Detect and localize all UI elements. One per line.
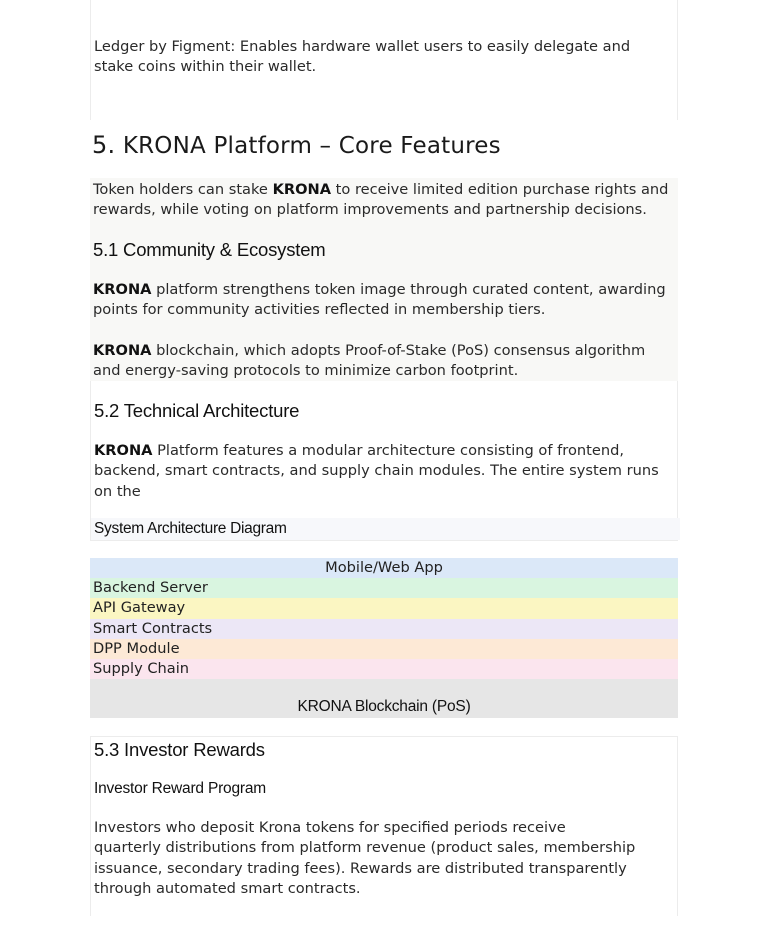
diagram-layer: API Gateway [90,598,678,618]
diagram-layer: Supply Chain [90,659,678,679]
diagram-layer: DPP Module [90,639,678,659]
diagram-layer-blockchain [90,679,678,718]
section-5-1 [90,224,678,381]
diagram-layer-mobile-web-app: Mobile/Web App [90,558,678,578]
brand-name: KRONA [93,342,152,359]
brand-name: KRONA [272,181,332,198]
section-5-1-paragraph-2: KRONA blockchain, which adopts Proof-of-Stake (PoS) consensus algorithm and energy-saving protocols to minimize carbon footprint. [93,342,646,380]
blockchain-label: KRONA Blockchain (PoS) [297,698,471,716]
document-page [90,0,678,938]
section-5-2-title: 5.2 Technical Architecture [94,400,300,421]
section-5-3-title: 5.3 Investor Rewards [94,739,265,760]
section-5-1-paragraph-1: KRONA platform strengthens token image through curated content, awarding points for community activities reflected in membership tiers. [93,281,666,319]
brand-name: KRONA [94,442,153,459]
intro-paragraph: Ledger by Figment: Enables hardware wallet users to easily delegate and stake coins within their wallet. [94,38,631,76]
intro-section [90,0,678,120]
diagram-layers [90,578,678,679]
section-5-intro [90,178,678,224]
section-5-2-paragraph: KRONA Platform features a modular architecture consisting of frontend, backend, smart contracts, and supply chain modules. The entire system runs on the [94,442,659,500]
section-5-3 [90,736,678,916]
diagram-title: System Architecture Diagram [91,518,680,540]
section-title: KRONA Platform – Core Features [122,133,501,159]
section-5-3-paragraph: Investors who deposit Krona tokens for specified periods receive quarterly distributions from platform revenue (product sales, membership issuance, secondary trading fees). Rewards are distributed transparently through automated smart contracts. [94,819,636,898]
brand-name: KRONA [93,281,152,298]
section-5-2 [90,381,678,541]
section-5-paragraph: Token holders can stake KRONA to receive limited edition purchase rights and rewards, while voting on platform improvements and partnership decisions. [93,181,669,219]
section-number: 5. [92,131,116,159]
diagram-layer: Smart Contracts [90,619,678,639]
architecture-diagram [90,558,678,719]
diagram-layer: Backend Server [90,578,678,598]
section-5-heading [90,131,678,167]
section-5-1-title: 5.1 Community & Ecosystem [93,239,326,260]
section-5-3-subtitle: Investor Reward Program [94,780,266,797]
